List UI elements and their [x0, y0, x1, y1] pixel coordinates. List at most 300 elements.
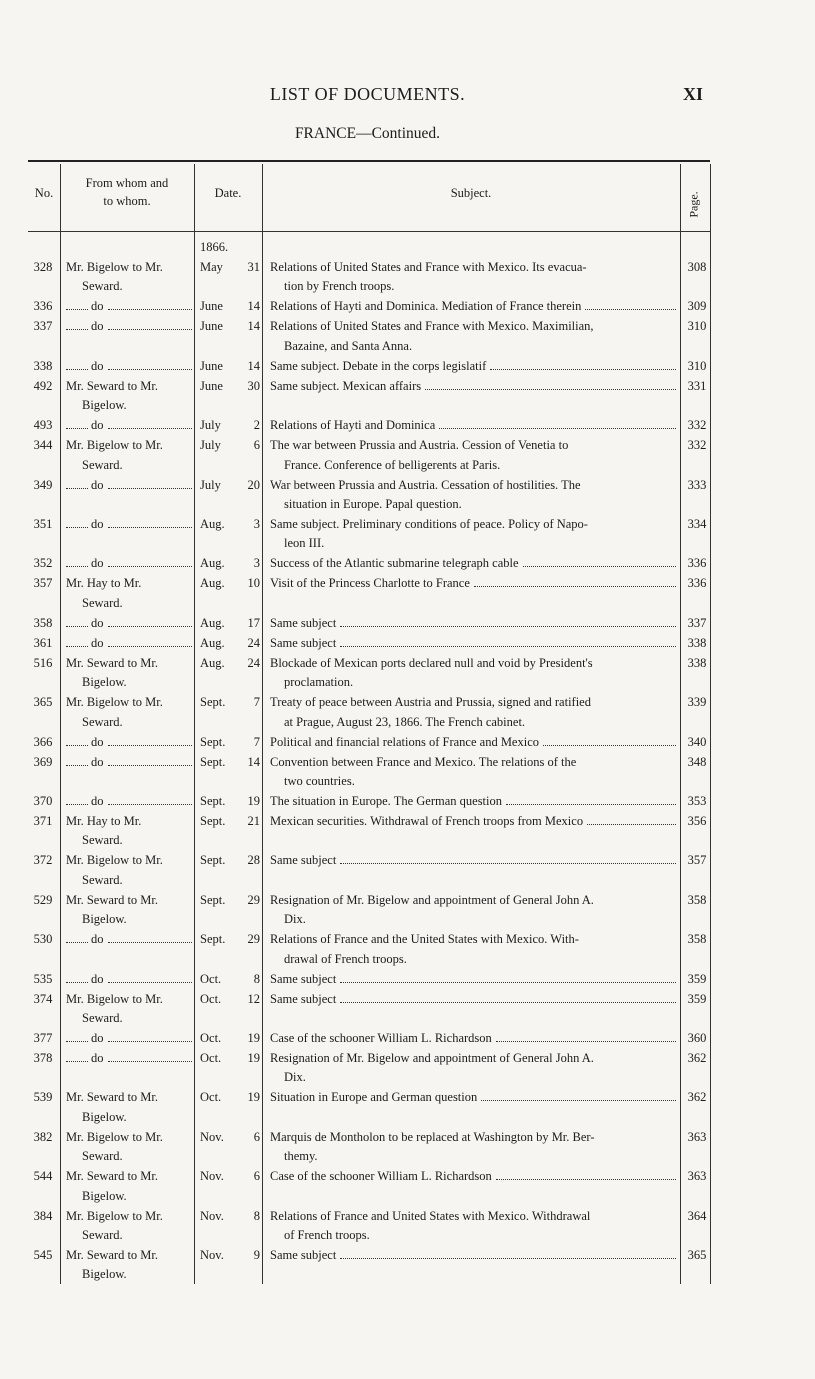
subject-line — [270, 297, 676, 316]
date-month: Aug. — [200, 615, 225, 630]
from-whom — [66, 792, 192, 811]
subject-line — [270, 1167, 676, 1186]
doc-number: 361 — [33, 635, 53, 650]
doc-number: 374 — [33, 991, 53, 1006]
subject-text: Case of the schooner William L. Richardson — [270, 1169, 492, 1184]
ditto-leader — [108, 527, 193, 528]
ditto-text: do — [91, 1051, 104, 1065]
from-line: Bigelow. — [82, 912, 127, 927]
date-day: 19 — [247, 794, 260, 808]
subject-line — [270, 792, 676, 811]
subject-line — [270, 1246, 676, 1265]
page-ref: 337 — [687, 615, 707, 630]
dot-leader — [340, 982, 676, 983]
subject-line: proclamation. — [284, 675, 354, 690]
dot-leader — [543, 745, 676, 746]
date-month: Oct. — [200, 991, 222, 1006]
dot-leader — [481, 1100, 676, 1101]
page-ref: 336 — [687, 556, 707, 571]
documents-table — [28, 160, 710, 1284]
date-day: 9 — [253, 1248, 260, 1262]
subject-line — [270, 357, 676, 376]
dot-leader — [585, 309, 676, 310]
page-ref: 363 — [687, 1129, 707, 1144]
header-from-line1: From whom and — [85, 176, 169, 190]
from-whom — [66, 515, 192, 534]
doc-number: 370 — [33, 794, 53, 808]
from-line: Mr. Hay to Mr. — [66, 576, 142, 591]
ditto-leader — [108, 369, 193, 370]
date-month: June — [200, 299, 223, 314]
dot-leader — [587, 824, 676, 825]
subject-line — [270, 614, 676, 633]
ditto-entry — [66, 792, 192, 811]
from-whom — [66, 476, 192, 495]
ditto-leader — [108, 745, 193, 746]
from-whom — [66, 812, 192, 851]
doc-subject — [270, 377, 676, 396]
subject-text: Visit of the Princess Charlotte to France — [270, 576, 470, 591]
ditto-entry — [66, 930, 192, 949]
date-day: 10 — [247, 576, 260, 591]
ditto-entry — [66, 614, 192, 633]
page-ref: 338 — [687, 655, 707, 670]
dot-leader — [425, 389, 676, 390]
date-month: Aug. — [200, 635, 225, 650]
subject-line: leon III. — [284, 536, 325, 551]
doc-subject — [270, 614, 676, 633]
ditto-text: do — [91, 794, 104, 808]
from-whom — [66, 1088, 192, 1127]
ditto-entry — [66, 1029, 192, 1048]
from-whom — [66, 891, 192, 930]
page-ref: 357 — [687, 853, 707, 868]
dot-leader — [523, 566, 676, 567]
page-ref: 331 — [687, 378, 707, 393]
doc-subject — [270, 1167, 676, 1186]
doc-number: 384 — [33, 1208, 53, 1223]
date-month: Sept. — [200, 932, 226, 947]
doc-subject — [270, 515, 676, 554]
doc-number: 493 — [33, 418, 53, 433]
from-line: Mr. Bigelow to Mr. — [66, 695, 163, 710]
page-ref: 365 — [687, 1248, 707, 1262]
doc-subject — [270, 258, 676, 297]
doc-number: 352 — [33, 556, 53, 571]
subject-line — [270, 634, 676, 653]
subject-line — [270, 554, 676, 573]
from-whom — [66, 377, 192, 416]
subject-line: France. Conference of belligerents at Paris. — [284, 457, 501, 472]
doc-subject — [270, 1088, 676, 1107]
ditto-text: do — [91, 319, 104, 334]
subject-text: Relations of Hayti and Dominica. Mediation of France therein — [270, 299, 582, 314]
column-divider — [262, 164, 263, 1284]
ditto-leader — [108, 765, 193, 766]
subject-line: themy. — [284, 1149, 318, 1164]
subject-line — [270, 377, 676, 396]
subject-text: The situation in Europe. The German question — [270, 794, 503, 808]
ditto-text: do — [91, 615, 104, 630]
date-day: 3 — [253, 517, 260, 531]
subject-text: Situation in Europe and German question — [270, 1090, 478, 1105]
date-month: July — [200, 477, 221, 492]
page-ref: 308 — [687, 260, 707, 274]
subject-line: two countries. — [284, 774, 355, 788]
page-ref: 360 — [687, 1031, 707, 1045]
ditto-text: do — [91, 517, 104, 531]
column-divider — [680, 164, 681, 1284]
subject-text: Same subject — [270, 991, 337, 1006]
dot-leader — [496, 1041, 676, 1042]
ditto-leader — [66, 765, 88, 766]
ditto-leader — [66, 566, 88, 567]
page-ref: 348 — [687, 754, 707, 769]
date-month: May — [200, 260, 223, 274]
subject-line: Marquis de Montholon to be replaced at Washington by Mr. Ber- — [270, 1129, 595, 1144]
ditto-leader — [108, 488, 193, 489]
ditto-leader — [66, 982, 88, 983]
date-day: 21 — [247, 814, 260, 828]
date-month: Nov. — [200, 1169, 224, 1184]
date-day: 17 — [247, 615, 260, 630]
date-day: 12 — [247, 991, 260, 1006]
doc-number: 371 — [33, 814, 53, 828]
doc-subject — [270, 930, 676, 969]
doc-number: 372 — [33, 853, 53, 868]
ditto-entry — [66, 1049, 192, 1068]
subject-line — [270, 733, 676, 752]
date-month: Sept. — [200, 794, 226, 808]
from-whom — [66, 1167, 192, 1206]
doc-number: 351 — [33, 517, 53, 531]
ditto-leader — [66, 527, 88, 528]
page-ref: 358 — [687, 892, 707, 907]
dot-leader — [340, 1258, 676, 1259]
date-day: 8 — [253, 971, 260, 986]
ditto-leader — [108, 428, 193, 429]
date-day: 7 — [253, 734, 260, 749]
date-month: Sept. — [200, 734, 226, 749]
page-ref: 336 — [687, 576, 707, 591]
subject-line: Resignation of Mr. Bigelow and appointment of General John A. — [270, 892, 594, 907]
subject-line: Dix. — [284, 1070, 306, 1085]
subject-line: Dix. — [284, 912, 306, 927]
doc-subject — [270, 634, 676, 653]
page-ref: 332 — [687, 438, 707, 453]
ditto-leader — [66, 745, 88, 746]
from-line: Seward. — [82, 457, 123, 472]
subject-text: Same subject. Debate in the corps legislatif — [270, 358, 487, 373]
doc-subject — [270, 1029, 676, 1048]
subject-text: Same subject. Mexican affairs — [270, 378, 422, 393]
page-ref: 362 — [687, 1051, 707, 1065]
from-whom — [66, 297, 192, 316]
date-month: Aug. — [200, 517, 225, 531]
header-page — [680, 182, 708, 226]
ditto-leader — [66, 369, 88, 370]
doc-subject — [270, 891, 676, 930]
ditto-entry — [66, 634, 192, 653]
doc-number: 357 — [33, 576, 53, 591]
doc-number: 377 — [33, 1031, 53, 1045]
subject-line — [270, 1088, 676, 1107]
date-day: 19 — [247, 1031, 260, 1045]
doc-subject — [270, 554, 676, 573]
year-label: 1866. — [200, 240, 229, 254]
doc-number: 530 — [33, 932, 53, 947]
ditto-entry — [66, 554, 192, 573]
date-month: Oct. — [200, 1090, 222, 1105]
subject-line — [270, 1029, 676, 1048]
doc-number: 366 — [33, 734, 53, 749]
subject-line: drawal of French troops. — [284, 951, 407, 966]
from-line: Bigelow. — [82, 398, 127, 413]
date-day: 19 — [247, 1051, 260, 1065]
from-line: Seward. — [82, 595, 123, 610]
page-ref: 309 — [687, 299, 707, 314]
from-whom — [66, 970, 192, 989]
subject-line: Relations of France and United States with Mexico. Withdrawal — [270, 1208, 591, 1223]
page-ref: 359 — [687, 971, 707, 986]
date-month: Nov. — [200, 1129, 224, 1144]
doc-number: 535 — [33, 971, 53, 986]
page-ref: 333 — [687, 477, 707, 492]
doc-subject — [270, 1128, 676, 1167]
date-day: 14 — [247, 319, 260, 334]
column-divider — [194, 164, 195, 1284]
date-month: Oct. — [200, 1051, 222, 1065]
date-month: Aug. — [200, 556, 225, 571]
ditto-text: do — [91, 477, 104, 492]
ditto-leader — [66, 329, 88, 330]
ditto-entry — [66, 970, 192, 989]
page-title: LIST OF DOCUMENTS. — [269, 84, 466, 104]
ditto-leader — [66, 646, 88, 647]
subject-line — [270, 416, 676, 435]
from-whom — [66, 574, 192, 613]
from-whom — [66, 1049, 192, 1068]
doc-number: 529 — [33, 892, 53, 907]
table-top-rule — [28, 160, 710, 162]
subject-line: Relations of United States and France with Mexico. Its evacua- — [270, 260, 587, 274]
from-line: Mr. Seward to Mr. — [66, 1248, 159, 1262]
dot-leader — [496, 1179, 676, 1180]
from-whom — [66, 1029, 192, 1048]
ditto-text: do — [91, 299, 104, 314]
subject-line: tion by French troops. — [284, 279, 395, 294]
doc-number: 365 — [33, 695, 53, 710]
date-month: June — [200, 378, 223, 393]
subject-line: Convention between France and Mexico. The relations of the — [270, 754, 577, 769]
ditto-entry — [66, 297, 192, 316]
date-day: 14 — [247, 358, 260, 373]
date-day: 3 — [253, 556, 260, 571]
subject-text: Political and financial relations of France and Mexico — [270, 734, 540, 749]
subject-text: Same subject — [270, 1248, 337, 1262]
from-whom — [66, 317, 192, 336]
date-month: Sept. — [200, 892, 226, 907]
page-ref: 338 — [687, 635, 707, 650]
doc-subject — [270, 476, 676, 515]
from-whom — [66, 693, 192, 732]
ditto-entry — [66, 753, 192, 772]
ditto-leader — [66, 804, 88, 805]
doc-subject — [270, 753, 676, 792]
table-header-rule — [28, 231, 710, 232]
from-whom — [66, 258, 192, 297]
ditto-leader — [108, 309, 193, 310]
column-divider — [710, 164, 711, 1284]
doc-number: 492 — [33, 378, 53, 393]
dot-leader — [340, 863, 676, 864]
doc-number: 382 — [33, 1129, 53, 1144]
column-divider — [60, 164, 61, 1284]
date-day: 8 — [253, 1208, 260, 1223]
ditto-entry — [66, 317, 192, 336]
date-day: 24 — [247, 635, 260, 650]
subject-text: Same subject — [270, 615, 337, 630]
ditto-text: do — [91, 1031, 104, 1045]
date-month: June — [200, 319, 223, 334]
subject-text: Same subject — [270, 853, 337, 868]
doc-number: 358 — [33, 615, 53, 630]
page-ref: 310 — [687, 319, 707, 334]
ditto-leader — [66, 428, 88, 429]
dot-leader — [340, 1002, 676, 1003]
dot-leader — [340, 646, 676, 647]
from-whom — [66, 851, 192, 890]
subject-text: Mexican securities. Withdrawal of French troops from Mexico — [270, 814, 584, 828]
date-month: Oct. — [200, 971, 222, 986]
date-day: 20 — [247, 477, 260, 492]
subject-line — [270, 990, 676, 1009]
ditto-text: do — [91, 556, 104, 571]
from-line: Seward. — [82, 833, 123, 848]
from-whom — [66, 990, 192, 1029]
subject-line: Resignation of Mr. Bigelow and appointment of General John A. — [270, 1051, 594, 1065]
subject-line: Relations of France and the United States with Mexico. With- — [270, 932, 579, 947]
doc-number: 378 — [33, 1051, 53, 1065]
subject-line: Relations of United States and France with Mexico. Maximilian, — [270, 319, 594, 334]
doc-subject — [270, 317, 676, 356]
ditto-entry — [66, 357, 192, 376]
header-from-line2: to whom. — [103, 194, 151, 208]
from-line: Bigelow. — [82, 1188, 127, 1203]
ditto-entry — [66, 515, 192, 534]
doc-subject — [270, 436, 676, 475]
page-ref: 359 — [687, 991, 707, 1006]
from-line: Mr. Bigelow to Mr. — [66, 1208, 163, 1223]
page-ref: 363 — [687, 1169, 707, 1184]
date-day: 14 — [247, 299, 260, 314]
from-line: Mr. Seward to Mr. — [66, 655, 159, 670]
date-day: 31 — [247, 260, 260, 274]
from-line: Mr. Bigelow to Mr. — [66, 991, 163, 1006]
ditto-entry — [66, 733, 192, 752]
doc-subject — [270, 812, 676, 831]
doc-number: 545 — [33, 1248, 53, 1262]
from-whom — [66, 1128, 192, 1167]
date-day: 2 — [253, 418, 260, 433]
ditto-leader — [108, 626, 193, 627]
from-whom — [66, 614, 192, 633]
doc-subject — [270, 1049, 676, 1088]
from-whom — [66, 436, 192, 475]
date-day: 30 — [247, 378, 260, 393]
doc-number: 336 — [33, 299, 53, 314]
page-number: XI — [683, 84, 704, 104]
dot-leader — [340, 626, 676, 627]
ditto-leader — [66, 488, 88, 489]
ditto-leader — [108, 566, 193, 567]
subject-line: of French troops. — [284, 1228, 370, 1242]
page-ref: 364 — [687, 1208, 707, 1223]
from-line: Mr. Seward to Mr. — [66, 892, 159, 907]
page-ref: 358 — [687, 932, 707, 947]
date-month: Sept. — [200, 695, 226, 710]
ditto-text: do — [91, 754, 104, 769]
subject-line — [270, 574, 676, 593]
subject-line: Blockade of Mexican ports declared null and void by President's — [270, 655, 593, 670]
page-ref: 340 — [687, 734, 707, 749]
date-month: Aug. — [200, 655, 225, 670]
doc-number: 344 — [33, 438, 53, 453]
page-ref: 310 — [687, 358, 707, 373]
page-ref: 339 — [687, 695, 707, 710]
ditto-text: do — [91, 635, 104, 650]
ditto-leader — [66, 1041, 88, 1042]
header-from — [60, 174, 194, 210]
from-whom — [66, 554, 192, 573]
doc-subject — [270, 970, 676, 989]
subject-text: Same subject — [270, 971, 337, 986]
from-line: Mr. Seward to Mr. — [66, 378, 159, 393]
doc-subject — [270, 297, 676, 316]
doc-number: 539 — [33, 1090, 53, 1105]
doc-subject — [270, 574, 676, 593]
ditto-leader — [108, 329, 193, 330]
ditto-leader — [66, 1061, 88, 1062]
page-ref: 353 — [687, 794, 707, 808]
ditto-text: do — [91, 418, 104, 433]
subject-line: at Prague, August 23, 1866. The French cabinet. — [284, 714, 526, 729]
from-line: Seward. — [82, 1149, 123, 1164]
dot-leader — [506, 804, 676, 805]
date-day: 6 — [253, 1129, 260, 1144]
doc-subject — [270, 990, 676, 1009]
doc-number: 337 — [33, 319, 53, 334]
subject-line: Same subject. Preliminary conditions of peace. Policy of Napo- — [270, 517, 588, 531]
dot-leader — [439, 428, 676, 429]
from-whom — [66, 416, 192, 435]
doc-number: 338 — [33, 358, 53, 373]
subject-line: The war between Prussia and Austria. Cession of Venetia to — [270, 438, 569, 453]
date-day: 7 — [253, 695, 260, 710]
ditto-text: do — [91, 971, 104, 986]
ditto-leader — [108, 646, 193, 647]
dot-leader — [490, 369, 676, 370]
date-month: Nov. — [200, 1208, 224, 1223]
header-page-label: Page. — [686, 190, 701, 218]
doc-subject — [270, 416, 676, 435]
doc-subject — [270, 654, 676, 693]
date-month: Sept. — [200, 853, 226, 868]
from-whom — [66, 654, 192, 693]
from-whom — [66, 753, 192, 772]
doc-subject — [270, 1246, 676, 1265]
from-whom — [66, 930, 192, 949]
